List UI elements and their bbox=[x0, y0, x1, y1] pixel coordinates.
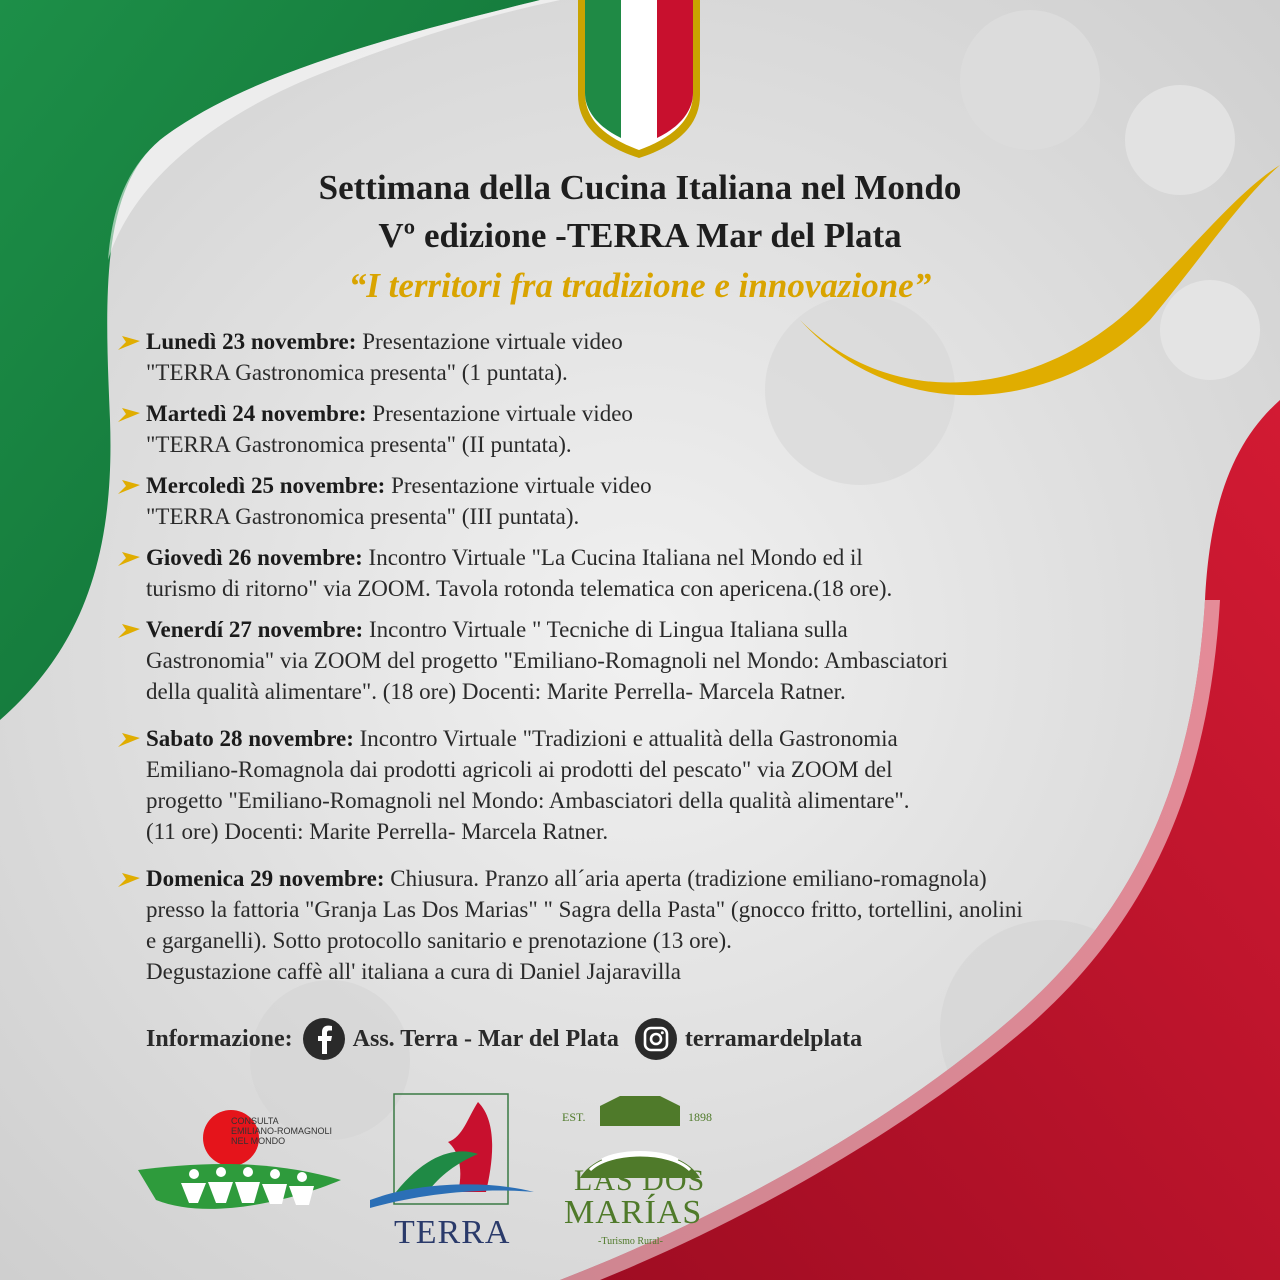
event-day: Domenica 29 novembre: bbox=[146, 866, 385, 891]
instagram-icon[interactable] bbox=[635, 1018, 677, 1060]
arrow-bullet-icon bbox=[118, 478, 140, 494]
event-item bbox=[118, 723, 1198, 847]
instagram-link[interactable]: terramardelplata bbox=[684, 1025, 863, 1052]
event-item bbox=[118, 398, 1198, 460]
arrow-bullet-icon bbox=[118, 731, 140, 747]
arrow-bullet-icon bbox=[118, 622, 140, 638]
page-tagline: “I territori fra tradizione e innovazione” bbox=[348, 266, 932, 305]
event-text: Presentazione virtuale video bbox=[372, 401, 633, 426]
event-text: turismo di ritorno" via ZOOM. Tavola rotonda telematica con apericena.(18 ore). bbox=[146, 576, 893, 601]
arrow-bullet-icon bbox=[118, 871, 140, 887]
page-title: Settimana della Cucina Italiana nel Mondo bbox=[318, 168, 962, 207]
event-text: "TERRA Gastronomica presenta" (II puntata). bbox=[146, 432, 572, 457]
event-text: Incontro Virtuale " Tecniche di Lingua Italiana sulla bbox=[368, 617, 848, 642]
event-day: Venerdí 27 novembre: bbox=[146, 617, 364, 642]
event-item bbox=[118, 863, 1198, 987]
dos-marias-name2: MARÍAS bbox=[564, 1194, 703, 1231]
event-text: Incontro Virtuale "La Cucina Italiana nel Mondo ed il bbox=[368, 545, 863, 570]
event-text: Emiliano-Romagnola dai prodotti agricoli ai prodotti del pescato" via ZOOM del bbox=[146, 757, 893, 782]
event-item bbox=[118, 470, 1198, 532]
event-text: presso la fattoria "Granja Las Dos Marias" " Sagra della Pasta" (gnocco fritto, tortellini, anolini bbox=[146, 897, 1023, 922]
dos-marias-tagline: -Turismo Rural- bbox=[598, 1236, 663, 1247]
event-text: "TERRA Gastronomica presenta" (1 puntata). bbox=[146, 360, 568, 385]
dos-marias-year: 1898 bbox=[688, 1110, 712, 1124]
info-label: Informazione: bbox=[146, 1025, 293, 1052]
event-text: e garganelli). Sotto protocollo sanitario e prenotazione (13 ore). bbox=[146, 928, 732, 953]
consulta-line1: CONSULTA bbox=[231, 1116, 279, 1126]
flag-shield-icon bbox=[578, 0, 700, 158]
facebook-link[interactable]: Ass. Terra - Mar del Plata bbox=[352, 1025, 619, 1052]
dos-marias-name1: LAS DOS bbox=[574, 1164, 706, 1197]
facebook-icon[interactable] bbox=[303, 1018, 345, 1060]
event-day: Lunedì 23 novembre: bbox=[146, 329, 357, 354]
event-text: "TERRA Gastronomica presenta" (III puntata). bbox=[146, 504, 580, 529]
arrow-bullet-icon bbox=[118, 550, 140, 566]
event-day: Giovedì 26 novembre: bbox=[146, 545, 363, 570]
event-text: (11 ore) Docenti: Marite Perrella- Marcela Ratner. bbox=[146, 819, 609, 844]
event-text: progetto "Emiliano-Romagnoli nel Mondo: Ambasciatori della qualità alimentare". bbox=[146, 788, 910, 813]
dos-marias-logo bbox=[560, 1088, 720, 1258]
consulta-logo bbox=[136, 1108, 366, 1218]
event-day: Martedì 24 novembre: bbox=[146, 401, 367, 426]
event-day: Sabato 28 novembre: bbox=[146, 726, 354, 751]
event-text: Presentazione virtuale video bbox=[391, 473, 652, 498]
consulta-line3: NEL MONDO bbox=[231, 1136, 286, 1146]
terra-name: TERRA bbox=[394, 1214, 511, 1251]
event-text: Presentazione virtuale video bbox=[362, 329, 623, 354]
event-text: Incontro Virtuale "Tradizioni e attualità della Gastronomia bbox=[359, 726, 898, 751]
arrow-bullet-icon bbox=[118, 334, 140, 350]
page-subtitle: Vº edizione -TERRA Mar del Plata bbox=[378, 216, 902, 255]
dos-marias-est: EST. bbox=[562, 1110, 586, 1124]
event-item bbox=[118, 542, 1198, 604]
event-text: Gastronomia" via ZOOM del progetto "Emiliano-Romagnoli nel Mondo: Ambasciatori bbox=[146, 648, 948, 673]
event-day: Mercoledì 25 novembre: bbox=[146, 473, 386, 498]
event-text: Degustazione caffè all' italiana a cura di Daniel Jajaravilla bbox=[146, 959, 682, 984]
arrow-bullet-icon bbox=[118, 406, 140, 422]
terra-logo bbox=[368, 1092, 538, 1252]
consulta-line2: EMILIANO-ROMAGNOLI bbox=[231, 1126, 333, 1136]
event-item bbox=[118, 614, 1198, 707]
info-bar bbox=[146, 1017, 862, 1061]
event-text: della qualità alimentare". (18 ore) Docenti: Marite Perrella- Marcela Ratner. bbox=[146, 679, 846, 704]
event-item bbox=[118, 326, 1198, 388]
event-list bbox=[118, 326, 1198, 1003]
event-text: Chiusura. Pranzo all´aria aperta (tradizione emiliano-romagnola) bbox=[390, 866, 987, 891]
